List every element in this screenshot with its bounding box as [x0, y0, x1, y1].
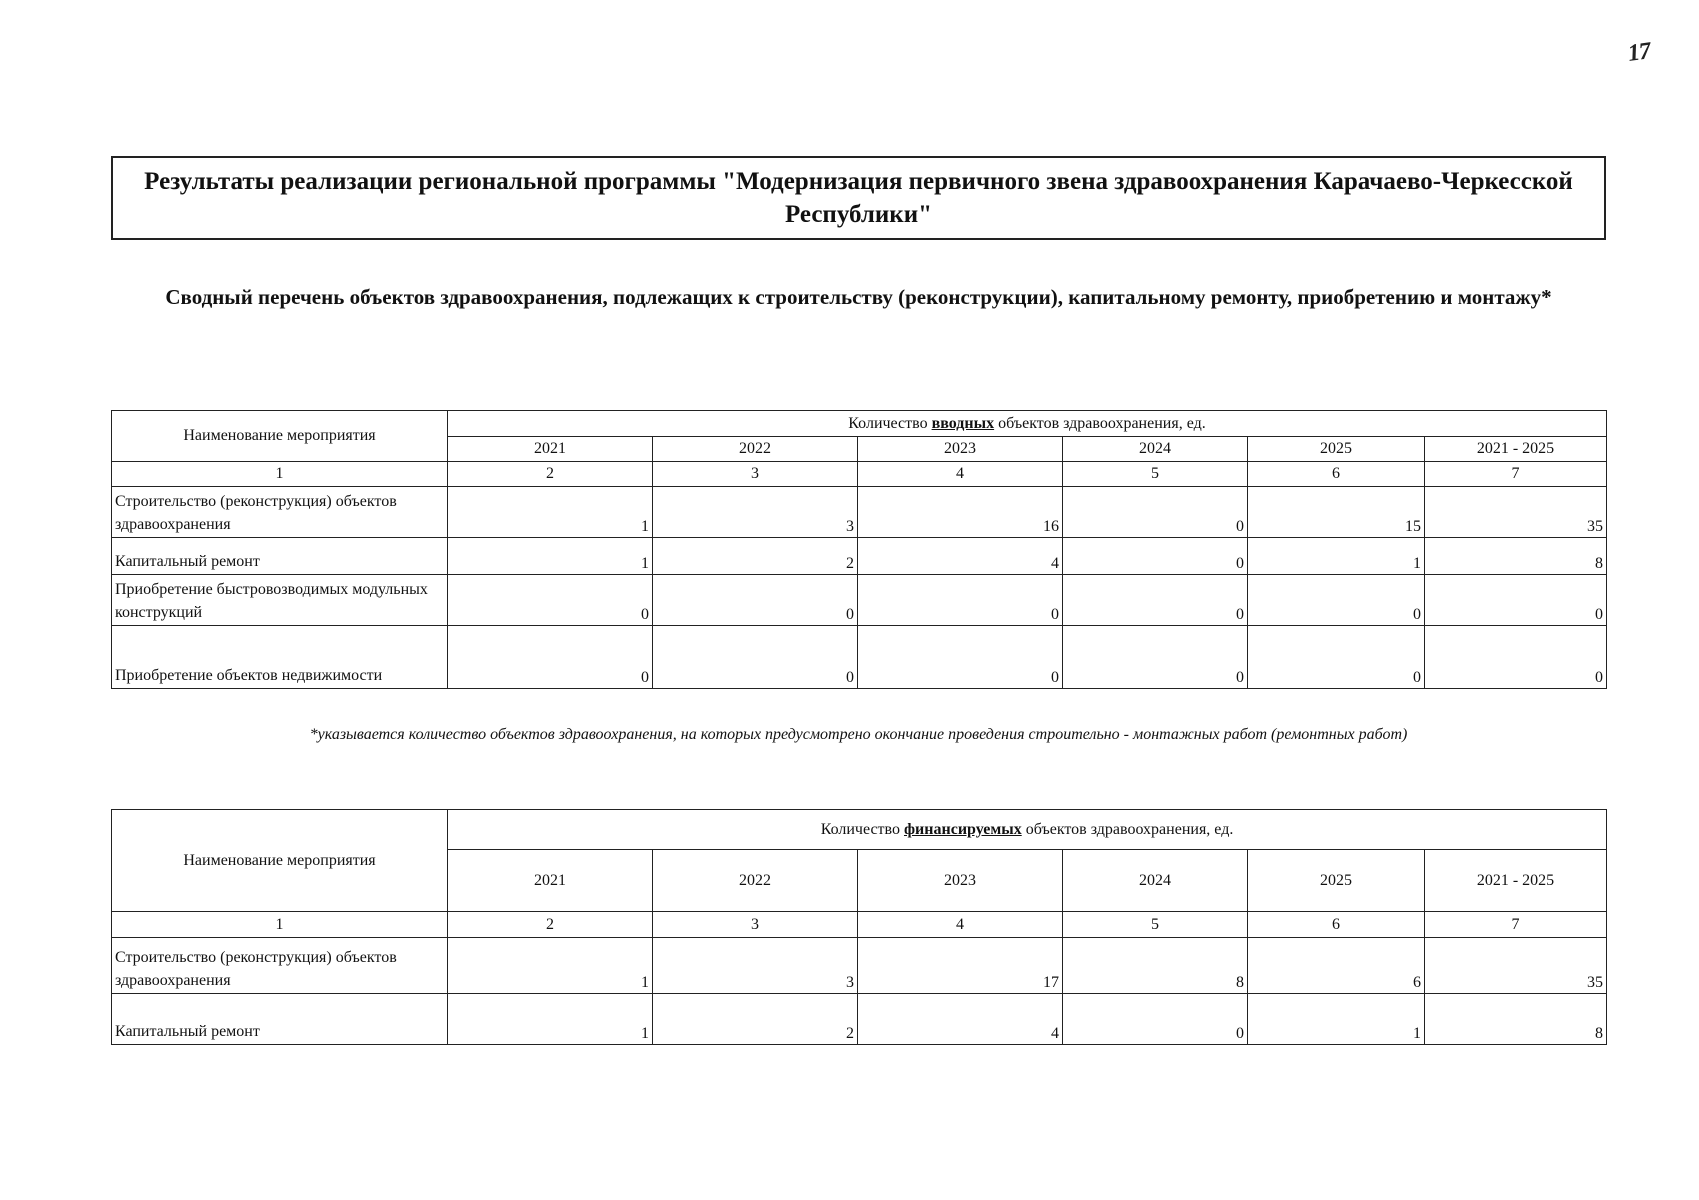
column-number: 1 [112, 912, 448, 938]
column-number: 1 [112, 462, 448, 487]
table-row [112, 626, 1607, 689]
row-name: Приобретение объектов недвижимости [112, 626, 448, 689]
row-name: Строительство (реконструкция) объектов здравоохранения [112, 487, 448, 538]
row-value: 1 [448, 994, 653, 1045]
row-value: 3 [653, 487, 858, 538]
row-value: 4 [858, 994, 1063, 1045]
year-header: 2023 [858, 850, 1063, 912]
year-header: 2024 [1063, 850, 1248, 912]
financed-objects-table [111, 809, 1607, 1045]
table-row [112, 487, 1607, 538]
row-value: 0 [653, 575, 858, 626]
row-value: 8 [1425, 538, 1607, 575]
page-subtitle: Сводный перечень объектов здравоохранения, подлежащих к строительству (реконструкции), капитальному ремонту, приобретению и монтажу* [165, 285, 1552, 309]
column-number: 2 [448, 462, 653, 487]
column-number: 3 [653, 912, 858, 938]
row-name: Капитальный ремонт [112, 994, 448, 1045]
row-value: 0 [858, 626, 1063, 689]
group-header [448, 810, 1607, 850]
year-header: 2022 [653, 437, 858, 462]
row-value: 1 [448, 938, 653, 994]
row-name: Строительство (реконструкция) объектов здравоохранения [112, 938, 448, 994]
year-header: 2025 [1248, 850, 1425, 912]
year-header: 2021 - 2025 [1425, 850, 1607, 912]
group-header [448, 411, 1607, 437]
row-value: 2 [653, 994, 858, 1045]
row-value: 8 [1425, 994, 1607, 1045]
row-value: 0 [1063, 575, 1248, 626]
table-row [112, 538, 1607, 575]
row-value: 3 [653, 938, 858, 994]
group-header-emphasis: финансируемых [903, 820, 1022, 838]
name-column-header: Наименование мероприятия [112, 810, 448, 912]
group-header-prefix: Количество [848, 414, 932, 432]
row-value: 17 [858, 938, 1063, 994]
name-column-header: Наименование мероприятия [112, 411, 448, 462]
group-header-suffix: объектов здравоохранения, ед. [994, 414, 1206, 432]
row-value: 1 [1248, 538, 1425, 575]
column-number: 5 [1063, 462, 1248, 487]
row-value: 0 [1425, 575, 1607, 626]
row-value: 0 [1248, 626, 1425, 689]
year-header: 2021 [448, 437, 653, 462]
column-number: 6 [1248, 912, 1425, 938]
footnote: *указывается количество объектов здравоохранения, на которых предусмотрено окончание проведения строительно - монтажных работ (ремонтных работ) [309, 726, 1408, 743]
year-header: 2021 [448, 850, 653, 912]
row-name: Капитальный ремонт [112, 538, 448, 575]
table-row [112, 575, 1607, 626]
group-header-prefix: Количество [820, 820, 904, 838]
row-value: 0 [1063, 994, 1248, 1045]
row-name: Приобретение быстровозводимых модульных конструкций [112, 575, 448, 626]
row-value: 8 [1063, 938, 1248, 994]
column-number: 5 [1063, 912, 1248, 938]
title-box [111, 156, 1606, 240]
column-number: 7 [1425, 912, 1607, 938]
commissioned-objects-table [111, 410, 1607, 689]
column-number: 7 [1425, 462, 1607, 487]
row-value: 0 [858, 575, 1063, 626]
row-value: 0 [1063, 626, 1248, 689]
column-number: 3 [653, 462, 858, 487]
column-number: 2 [448, 912, 653, 938]
row-value: 0 [1063, 538, 1248, 575]
page-title: Результаты реализации региональной программы "Модернизация первичного звена здравоохранения Карачаево-Черкесской Республики" [144, 168, 1573, 228]
row-value: 1 [1248, 994, 1425, 1045]
row-value: 6 [1248, 938, 1425, 994]
row-value: 16 [858, 487, 1063, 538]
table-row [112, 994, 1607, 1045]
row-value: 0 [1425, 626, 1607, 689]
row-value: 35 [1425, 938, 1607, 994]
row-value: 15 [1248, 487, 1425, 538]
row-value: 0 [653, 626, 858, 689]
column-number: 4 [858, 462, 1063, 487]
year-header: 2025 [1248, 437, 1425, 462]
year-header: 2023 [858, 437, 1063, 462]
row-value: 1 [448, 487, 653, 538]
row-value: 35 [1425, 487, 1607, 538]
row-value: 0 [1063, 487, 1248, 538]
row-value: 1 [448, 538, 653, 575]
row-value: 0 [448, 626, 653, 689]
group-header-emphasis: вводных [931, 414, 995, 432]
column-number: 4 [858, 912, 1063, 938]
row-value: 0 [1248, 575, 1425, 626]
group-header-suffix: объектов здравоохранения, ед. [1021, 820, 1234, 838]
page-number: 17 [1626, 38, 1652, 67]
year-header: 2022 [653, 850, 858, 912]
year-header: 2024 [1063, 437, 1248, 462]
year-header: 2021 - 2025 [1425, 437, 1607, 462]
row-value: 0 [448, 575, 653, 626]
table-row [112, 938, 1607, 994]
column-number: 6 [1248, 462, 1425, 487]
row-value: 2 [653, 538, 858, 575]
row-value: 4 [858, 538, 1063, 575]
